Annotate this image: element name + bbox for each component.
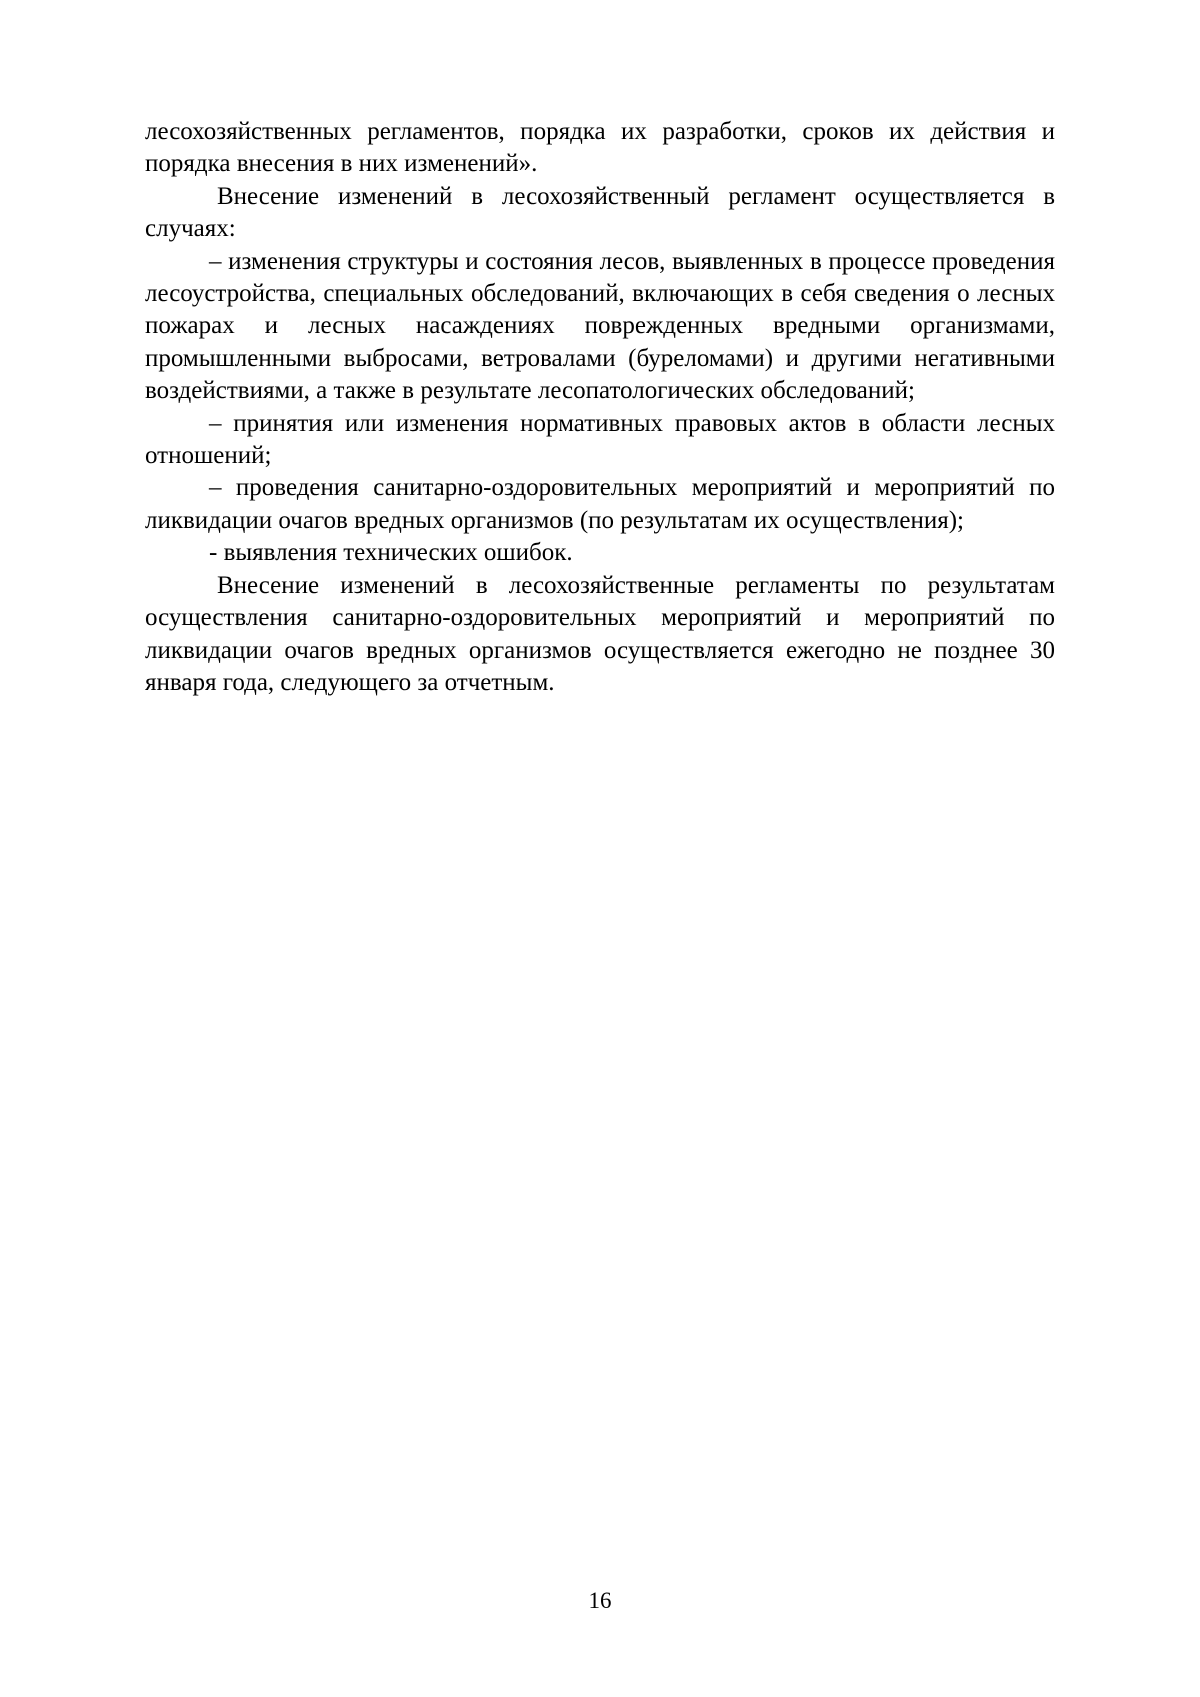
paragraph-annual-changes: Внесение изменений в лесохозяйственные регламенты по результатам осуществления санитарно-оздоровительных мероприятий и мероприятий по ликвидации очагов вредных организмов осуществляется ежегодно не позднее 30 января года, следующего за отчетным. <box>145 571 1055 696</box>
list-item-forest-structure: – изменения структуры и состояния лесов, выявленных в процессе проведения лесоустройства, специальных обследований, включающих в себя сведения о лесных пожарах и лесных насаждениях поврежденных вредными организмами, промышленными выбросами, ветровалами (буреломами) и другими негативными воздействиями, а также в результате лесопатологических обследований; <box>145 247 1055 405</box>
list-item-technical-errors: - выявления технических ошибок. <box>209 539 573 567</box>
paragraph-cases-intro: Внесение изменений в лесохозяйственный регламент осуществляется в случаях: <box>145 182 1055 243</box>
page-number: 16 <box>588 1588 612 1613</box>
paragraph-continuation: лесохозяйственных регламентов, порядка их разработки, сроков их действия и порядка внесения в них изменений». <box>145 118 1055 178</box>
document-body <box>145 116 1055 699</box>
list-item-sanitary-measures: – проведения санитарно-оздоровительных мероприятий и мероприятий по ликвидации очагов вредных организмов (по результатам их осуществления); <box>145 474 1055 534</box>
list-item-legal-acts: – принятия или изменения нормативных правовых актов в области лесных отношений; <box>145 409 1055 470</box>
